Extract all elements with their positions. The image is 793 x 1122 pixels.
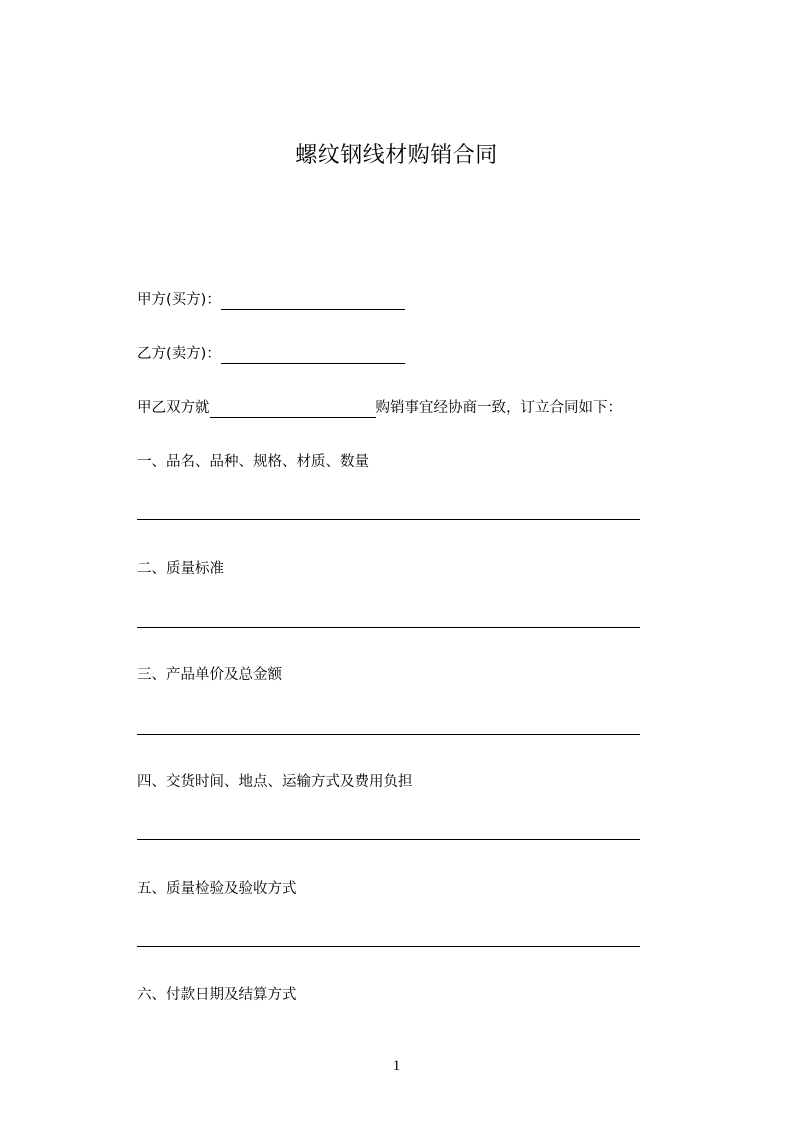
party-b-blank	[221, 347, 405, 364]
section-heading-1: 一、品名、品种、规格、材质、数量	[137, 454, 369, 470]
preamble-after: 购销事宜经协商一致，订立合同如下：	[375, 400, 622, 416]
section-heading-4: 四、交货时间、地点、运输方式及费用负担	[137, 774, 413, 790]
document-title: 螺纹钢线材购销合同	[295, 143, 498, 168]
party-a-blank	[221, 293, 405, 310]
section-heading-5: 五、质量检验及验收方式	[137, 881, 297, 897]
party-a-label: 甲方(买方)：	[137, 292, 221, 308]
section-2-fill-line	[137, 627, 640, 628]
section-heading-2: 二、质量标准	[137, 561, 224, 577]
section-3-fill-line	[137, 734, 640, 735]
preamble-blank	[210, 401, 376, 418]
section-heading-6: 六、付款日期及结算方式	[137, 987, 297, 1003]
section-heading-3: 三、产品单价及总金额	[137, 667, 282, 683]
section-5-fill-line	[137, 946, 640, 947]
page-number: 1	[392, 1058, 401, 1074]
party-b-label: 乙方(卖方)：	[137, 346, 221, 362]
section-4-fill-line	[137, 839, 640, 840]
preamble-line	[137, 398, 622, 418]
party-a-line	[137, 290, 405, 310]
party-b-line	[137, 344, 405, 364]
preamble-before: 甲乙双方就	[137, 400, 210, 416]
section-1-fill-line	[137, 519, 640, 520]
